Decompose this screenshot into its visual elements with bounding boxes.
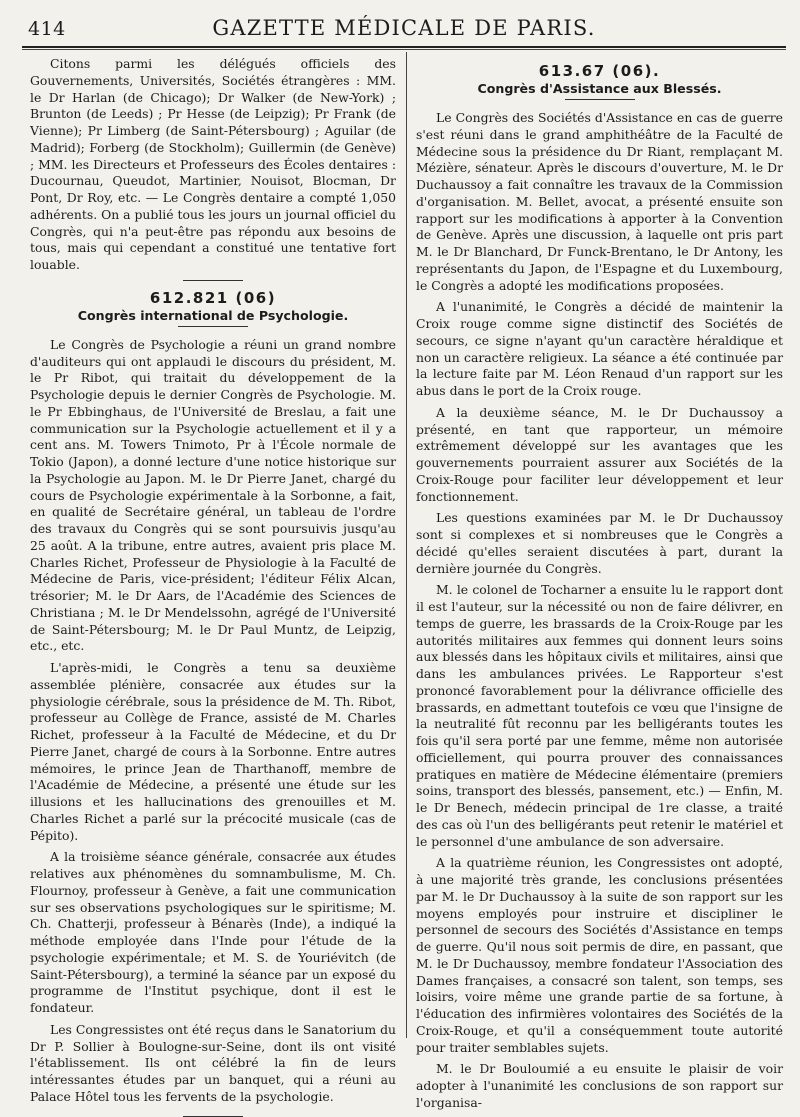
section-title: Congrès international de Psychologie. [77,307,349,323]
paragraph: A la deuxième séance, M. le Dr Duchaussoy a présenté, en tant que rapporteur, un mémoire extrêmement développé sur les avantages que les gouvernements pourraient assurer aux Sociétés de la Croix-Rouge pour faciliter leur développement et leur fonctionnement. [416,404,783,504]
paragraph: A l'unanimité, le Congrès a décidé de maintenir la Croix rouge comme signe distinctif des Sociétés de secours, ce signe n'ayant qu'un caractère héraldique et non un caractère religieux. La séance a été continuée par la lecture faite par M. Léon Renaud d'un rapport sur les abus dans le port de la Croix rouge. [416,299,783,398]
paragraph: Les questions examinées par M. le Dr Duchaussoy sont si complexes et si nombreuses que le Congrès a décidé qu'elles seraient discutées à part, durant la dernière journée du Congrès. [416,510,783,576]
heading-underline [565,99,635,100]
paragraph: A la troisième séance générale, consacrée aux études relatives aux phénomènes du somnambulisme, M. Ch. Flournoy, professeur à Genève, a fait une communication sur ses observations psychologiques sur le spiritisme; M. Ch. Chatterji, professeur à Bénarès (Inde), a indiqué la méthode employée dans l'Inde pour l'étude de la psychologie expérimentale; et M. S. de Youriévitch (de Saint-Pétersbourg), a terminé la séance par un exposé du programme de l'Institut psychique, dont il est le fondateur. [30,849,396,1015]
section-number: 612.821 (06) [149,288,277,307]
section-separator [183,280,243,281]
paragraph: Le Congrès des Sociétés d'Assistance en cas de guerre s'est réuni dans le grand amphithéâtre de la Faculté de Médecine sous la présidence du Dr Riant, remplaçant M. Mézière, sénateur. Après le discours d'ouverture, M. le Dr Duchaussoy a fait connaître les travaux de la Commission d'organisation. M. Bellet, avocat, a présenté ensuite son rapport sur les modifications à apporter à la Convention de Genève. Après une discussion, à laquelle ont pris part M. le Dr Blanchard, Dr Funck-Brentano, le Dr Antony, les représentants du Japon, de l'Espagne et du Luxembourg, le Congrès a adopté les modifications proposées. [416,110,783,293]
column-divider [406,52,408,1038]
heading-underline [178,326,248,327]
journal-title: GAZETTE MÉDICALE DE PARIS. [212,16,596,40]
paragraph: M. le colonel de Tocharner a ensuite lu le rapport dont il est l'auteur, sur la nécessité ou non de faire délivrer, en temps de guerre, les brassards de la Croix-Rouge par les autorités militaires aux femmes qui donnent leurs soins aux blessés dans les hôpitaux civils et militaires, ainsi que dans les ambulances privées. Le Rapporteur s'est prononcé favorablement pour la délivrance officielle des brassards, en admettant toutefois ce vœu que l'insigne de la neutralité fût reconnu par les belligérants toutes les fois qu'il sera porté par une femme, même non autorisée officiellement, qui pourra prouver des connaissances pratiques en matière de Médecine élémentaire (premiers soins, transport des blessés, pansement, etc.) — Enfin, M. le Dr Benech, médecin principal de 1re classe, a traité des cas où l'un des belligérants peut retenir le matériel et le personnel d'une ambulance de son adversaire. [416,582,783,849]
section-title: Congrès d'Assistance aux Blessés. [477,81,722,96]
section-heading-psychologie [30,289,396,327]
section-separator [183,1116,243,1117]
right-column [416,56,783,1117]
left-column [30,56,396,1117]
header-rule [22,49,786,50]
paragraph: A la quatrième réunion, les Congressistes ont adopté, à une majorité très grande, les conclusions présentées par M. le Dr Duchaussoy à la suite de son rapport sur les moyens employés pour instruire et discipliner le personnel de secours des Sociétés d'Assistance en temps de guerre. Qu'il nous soit permis de dire, en passant, que M. le Dr Duchaussoy, membre fondateur l'Association des Dames françaises, a consacré son talent, son temps, ses loisirs, voire même une grande partie de sa fortune, à l'éducation des infirmières volontaires des Sociétés de la Croix-Rouge, et qu'il a conséquemment toute autorité pour traiter semblables sujets. [416,855,783,1055]
paragraph: Le Congrès de Psychologie a réuni un grand nombre d'auditeurs qui ont applaudi le discours du président, M. le Pr Ribot, qui traitait du développement de la Psychologie depuis le dernier Congrès de Psychologie. M. le Pr Ebbinghaus, de l'Université de Breslau, a fait une communication sur la Psychologie actuellement et il y a cent ans. M. Towers Tnimoto, Pr à l'École normale de Tokio (Japon), a donné lecture d'une notice historique sur la Psychologie au Japon. M. le Dr Pierre Janet, chargé du cours de Psychologie expérimentale à la Sorbonne, a fait, en qualité de Secrétaire général, un tableau de l'ordre des travaux du Congrès qui se sont poursuivis jusqu'au 25 août. A la tribune, entre autres, avaient pris place M. Charles Richet, Professeur de Physiologie à la Faculté de Médecine de Paris, vice-président; l'éditeur Félix Alcan, trésorier; M. le Dr Aars, de l'Académie des Sciences de Christiana ; M. le Dr Mendelssohn, agrégé de l'Université de Saint-Pétersbourg; M. le Dr Paul Muntz, de Leipzig, etc., etc. [30,336,396,654]
page-header [22,12,786,48]
section-number: 613.67 (06). [538,62,661,80]
paragraph: M. le Dr Bouloumié a eu ensuite le plaisir de voir adopter à l'unanimité les conclusions de son rapport sur l'organisa- [416,1061,783,1110]
paragraph: L'après-midi, le Congrès a tenu sa deuxième assemblée plénière, consacrée aux études sur la physiologie cérébrale, sous la présidence de M. Th. Ribot, professeur au Collège de France, assisté de M. Charles Richet, professeur à la Faculté de Médecine, et du Dr Pierre Janet, chargé de cours à la Sorbonne. Entre autres mémoires, le prince Jean de Tharthanoff, membre de l'Académie de Médecine, a présenté une étude sur les illusions et les hallucinations des grenouilles et M. Charles Richet a parlé sur la précocité musicale (cas de Pépito). [30,660,396,843]
page-number: 414 [28,18,66,40]
section-heading-assistance [416,62,783,100]
delegates-paragraph: Citons parmi les délégués officiels des Gouvernements, Universités, Sociétés étrangères : MM. le Dr Harlan (de Chicago); Dr Walker (de New-York) ; Brunton (de Leeds) ; Pr Hesse (de Leipzig); Pr Frank (de Vienne); Pr Limberg (de Saint-Pétersbourg) ; Aguilar (de Madrid); Forberg (de Stockholm); Guillermin (de Genève) ; MM. les Directeurs et Professeurs des Écoles dentaires : Ducournau, Queudot, Martinier, Nouisot, Blocman, Dr Pont, Dr Roy, etc. — Le Congrès dentaire a compté 1,050 adhérents. On a publié tous les jours un journal officiel du Congrès, qui n'a peut-être pas répondu aux besoins de tous, mais qui cependant a constitué une tentative fort louable. [30,56,396,272]
paragraph: Les Congressistes ont été reçus dans le Sanatorium du Dr P. Sollier à Boulogne-sur-Seine, dont ils ont visité l'établissement. Ils ont célébré la fin de leurs intéressantes études par un banquet, qui a réuni au Palace Hôtel tous les fervents de la psychologie. [30,1021,397,1104]
